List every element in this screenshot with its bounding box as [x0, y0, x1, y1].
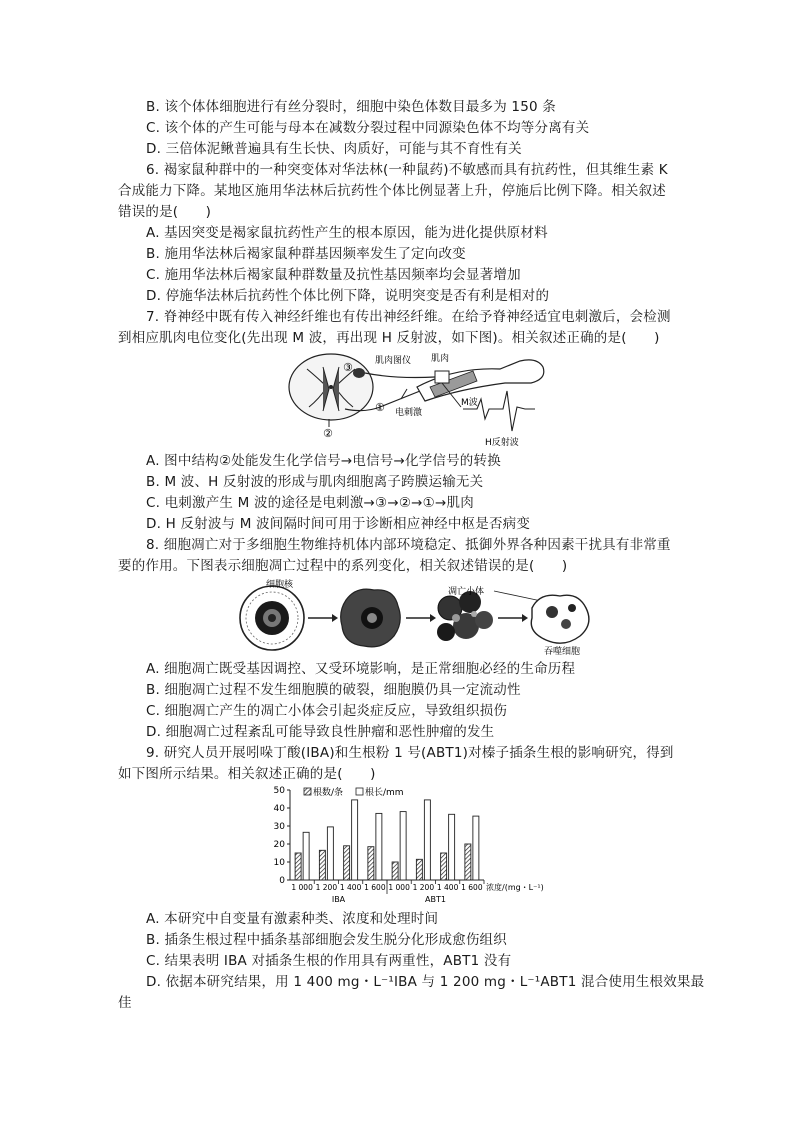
label-circle-3: ③ [343, 361, 353, 374]
x-tick-label: 1 200 [315, 883, 338, 892]
legend-root-length: 根长/mm [365, 788, 404, 798]
q7-option-c: C. 电刺激产生 M 波的途径是电刺激→③→②→①→肌肉 [146, 495, 474, 511]
x-tick-label: 1 000 [291, 883, 313, 892]
q5-option-b: B. 该个体体细胞进行有丝分裂时，细胞中染色体数目最多为 150 条 [146, 99, 556, 115]
x-tick-label: 1 400 [436, 883, 459, 892]
bar-root-length [376, 813, 382, 880]
q8-option-c: C. 细胞凋亡产生的凋亡小体会引起炎症反应，导致组织损伤 [146, 703, 508, 719]
q8-option-a: A. 细胞凋亡既受基因调控、又受环境影响，是正常细胞必经的生命历程 [146, 661, 576, 677]
label-apoptotic-body: 凋亡小体 [448, 587, 485, 597]
q8-stem-line1: 8. 细胞凋亡对于多细胞生物维持机体内部环境稳定、抵御外界各种因素干扰具有非常重 [146, 537, 671, 553]
group-label: ABT1 [425, 895, 446, 904]
rooting-bar-chart [260, 784, 560, 906]
bar-root-count [465, 844, 471, 880]
label-myograph: 肌肉图仪 [375, 356, 412, 366]
q9-option-b: B. 插条生根过程中插条基部细胞会发生脱分化形成愈伤组织 [146, 932, 507, 948]
q6-option-c: C. 施用华法林后褐家鼠种群数量及抗性基因频率均会显著增加 [146, 267, 521, 283]
y-tick-label: 0 [279, 876, 285, 886]
bar-root-length [473, 816, 479, 880]
q6-option-b: B. 施用华法林后褐家鼠种群基因频率发生了定向改变 [146, 246, 466, 262]
q6-option-d: D. 停施华法林后抗药性个体比例下降，说明突变是否有利是相对的 [146, 288, 550, 304]
bar-root-length [352, 800, 358, 880]
label-circle-2: ② [323, 427, 333, 440]
x-tick-label: 1 200 [412, 883, 435, 892]
q6-stem-line2: 合成能力下降。某地区施用华法林后抗药性个体比例显著上升，停施后比例下降。相关叙述 [118, 183, 666, 199]
q7-stem-line2: 到相应肌肉电位变化(先出现 M 波，再出现 H 反射波，如下图)。相关叙述正确的是( ) [118, 330, 660, 346]
chart-legend [304, 786, 404, 798]
q5-option-d: D. 三倍体泥鳅普遍具有生长快、肉质好，可能与其不育性有关 [146, 141, 522, 157]
q9-stem-line1: 9. 研究人员开展吲哚丁酸(IBA)和生根粉 1 号(ABT1)对榛子插条生根的影响研究，得到 [146, 745, 674, 761]
bar-root-count [416, 859, 422, 880]
q8-stem-line2: 要的作用。下图表示细胞凋亡过程中的系列变化，相关叙述错误的是( ) [118, 558, 568, 574]
spinal-nerve-figure [285, 349, 555, 449]
x-tick-label: 1 400 [339, 883, 362, 892]
q8-option-b: B. 细胞凋亡过程不发生细胞膜的破裂，细胞膜仍具一定流动性 [146, 682, 521, 698]
bar-root-count [441, 853, 447, 880]
bar-root-length [424, 800, 430, 880]
x-tick-label: 1 600 [461, 883, 483, 892]
apoptosis-figure [226, 578, 596, 656]
legend-root-count: 根数/条 [313, 788, 344, 798]
bar-root-length [303, 832, 309, 880]
q7-stem-line1: 7. 脊神经中既有传入神经纤维也有传出神经纤维。在给予脊神经适宜电刺激后，会检测 [146, 309, 671, 325]
q9-stem-line2: 如下图所示结果。相关叙述正确的是( ) [118, 766, 376, 782]
q6-stem-line1: 6. 褐家鼠种群中的一种突变体对华法林(一种鼠药)不敏感而具有抗药性，但其维生素 K [146, 162, 668, 178]
q7-option-a: A. 图中结构②处能发生化学信号→电信号→化学信号的转换 [146, 453, 501, 469]
y-tick-label: 10 [273, 858, 285, 868]
y-tick-label: 40 [273, 804, 285, 814]
bar-root-length [327, 827, 333, 880]
group-label: IBA [331, 895, 346, 904]
bar-root-count [392, 862, 398, 880]
q8-option-d: D. 细胞凋亡过程紊乱可能导致良性肿瘤和恶性肿瘤的发生 [146, 724, 495, 740]
y-tick-label: 20 [273, 840, 285, 850]
label-muscle: 肌肉 [431, 354, 450, 364]
label-phagocyte: 吞噬细胞 [544, 647, 581, 656]
label-circle-1: ① [375, 401, 385, 414]
q7-option-b: B. M 波、H 反射波的形成与肌肉细胞离子跨膜运输无关 [146, 474, 484, 490]
q9-option-c: C. 结果表明 IBA 对插条生根的作用具有两重性，ABT1 没有 [146, 953, 512, 969]
x-tick-label: 1 600 [364, 883, 386, 892]
q5-option-c: C. 该个体的产生可能与母本在减数分裂过程中同源染色体不均等分离有关 [146, 120, 590, 136]
label-stimulus: 电刺激 [395, 408, 423, 418]
q6-stem-line3: 错误的是( ) [118, 204, 212, 220]
x-tick-label: 1 000 [388, 883, 410, 892]
bar-root-count [368, 847, 374, 880]
y-tick-label: 30 [273, 822, 285, 832]
bar-root-length [400, 812, 406, 880]
label-m-wave: M波 [461, 398, 478, 408]
label-h-wave: H反射波 [485, 438, 519, 448]
q9-option-a: A. 本研究中自变量有激素种类、浓度和处理时间 [146, 911, 439, 927]
bar-root-length [449, 814, 455, 880]
x-axis-label: 浓度/(mg・L⁻¹) [486, 883, 544, 892]
q9-option-d-line1: D. 依据本研究结果，用 1 400 mg・L⁻¹IBA 与 1 200 mg・L⁻¹ABT1 混合使用生根效果最 [146, 974, 705, 990]
label-nucleus: 细胞核 [266, 580, 294, 590]
q9-option-d-line2: 佳 [118, 995, 132, 1011]
bar-root-count [344, 846, 350, 880]
bar-root-count [319, 850, 325, 880]
q7-option-d: D. H 反射波与 M 波间隔时间可用于诊断相应神经中枢是否病变 [146, 516, 531, 532]
q6-option-a: A. 基因突变是褐家鼠抗药性产生的根本原因，能为进化提供原材料 [146, 225, 548, 241]
y-tick-label: 50 [273, 786, 285, 796]
bar-root-count [295, 853, 301, 880]
